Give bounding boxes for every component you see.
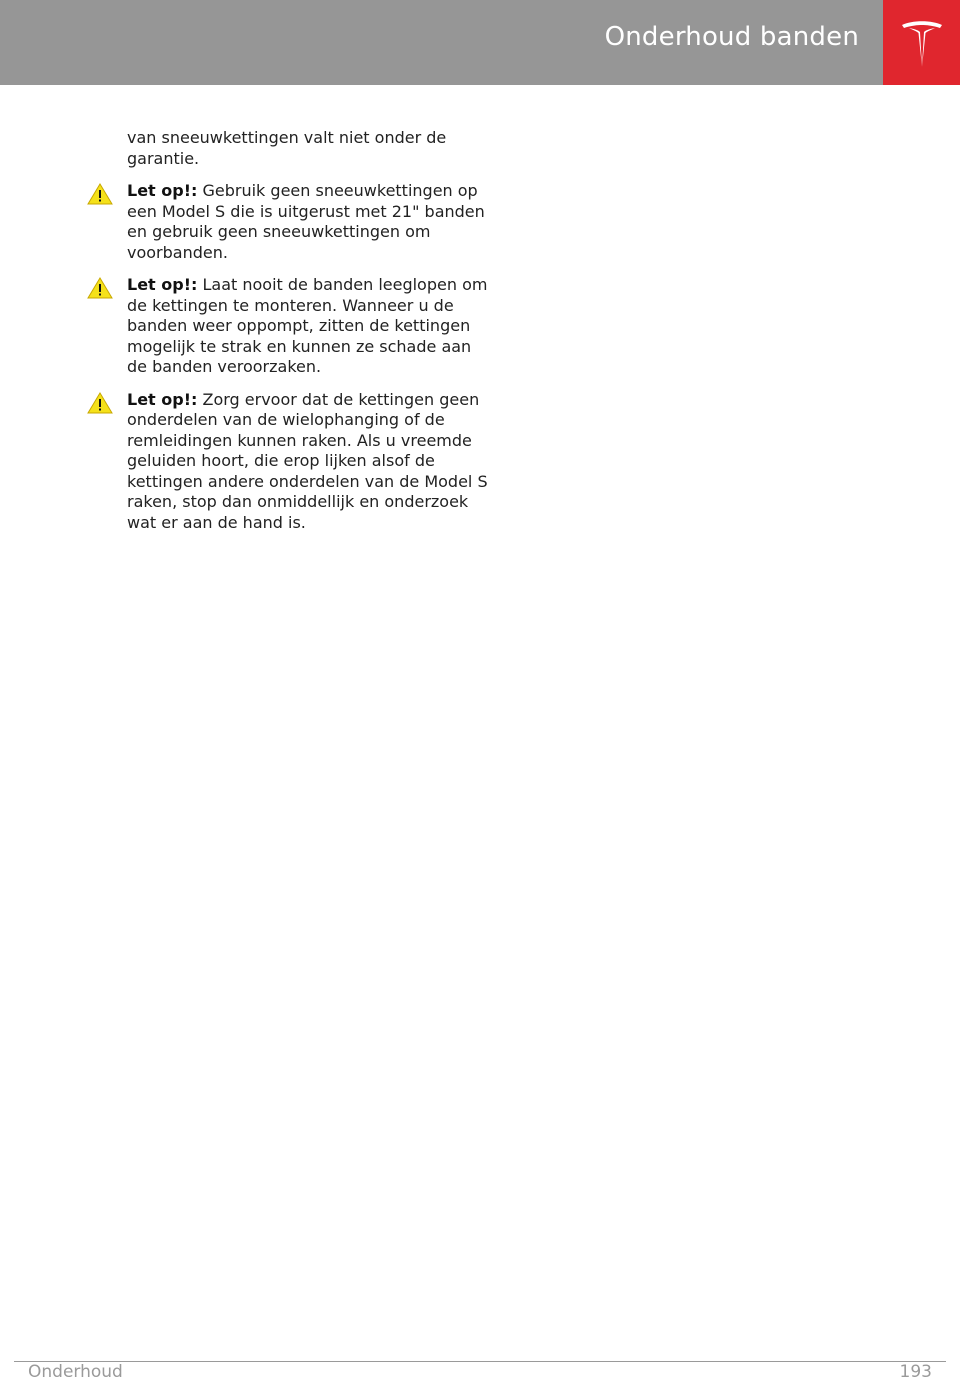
warning-block	[85, 390, 495, 534]
warning-triangle-icon	[87, 183, 113, 205]
warning-triangle-icon	[87, 277, 113, 299]
warning-label: Let op!:	[127, 181, 198, 200]
footer-section-label: Onderhoud	[28, 1362, 123, 1382]
warning-text: Laat nooit de banden leeglopen om de kettingen te monteren. Wanneer u de banden weer oppompt, zitten de kettingen mogelijk te strak en kunnen ze schade aan de banden veroorzaken.	[127, 275, 488, 376]
main-content	[85, 128, 495, 545]
warning-text: Gebruik geen sneeuwkettingen op een Model S die is uitgerust met 21" banden en gebruik geen sneeuwkettingen om voorbanden.	[127, 181, 485, 262]
warning-triangle-icon	[87, 392, 113, 414]
warning-block	[85, 181, 495, 263]
warning-block	[85, 275, 495, 378]
warning-label: Let op!:	[127, 389, 198, 409]
warning-label: Let op!:	[127, 275, 198, 294]
tesla-logo-icon	[900, 17, 944, 69]
page-number: 193	[899, 1362, 932, 1382]
logo-box	[883, 0, 960, 85]
header-bar	[0, 0, 883, 85]
page-title: Onderhoud banden	[604, 22, 859, 52]
intro-paragraph: van sneeuwkettingen valt niet onder de garantie.	[127, 128, 447, 168]
warning-text: Zorg ervoor dat de kettingen geen onderdelen van de wielophanging of de remleidingen kunnen raken. Als u vreemde geluiden hoort, die erop lijken alsof de kettingen andere onderdelen van de Model S raken, stop dan onmiddellijk en onderzoek wat er aan de hand is.	[127, 389, 488, 532]
footer-divider	[14, 1361, 946, 1362]
